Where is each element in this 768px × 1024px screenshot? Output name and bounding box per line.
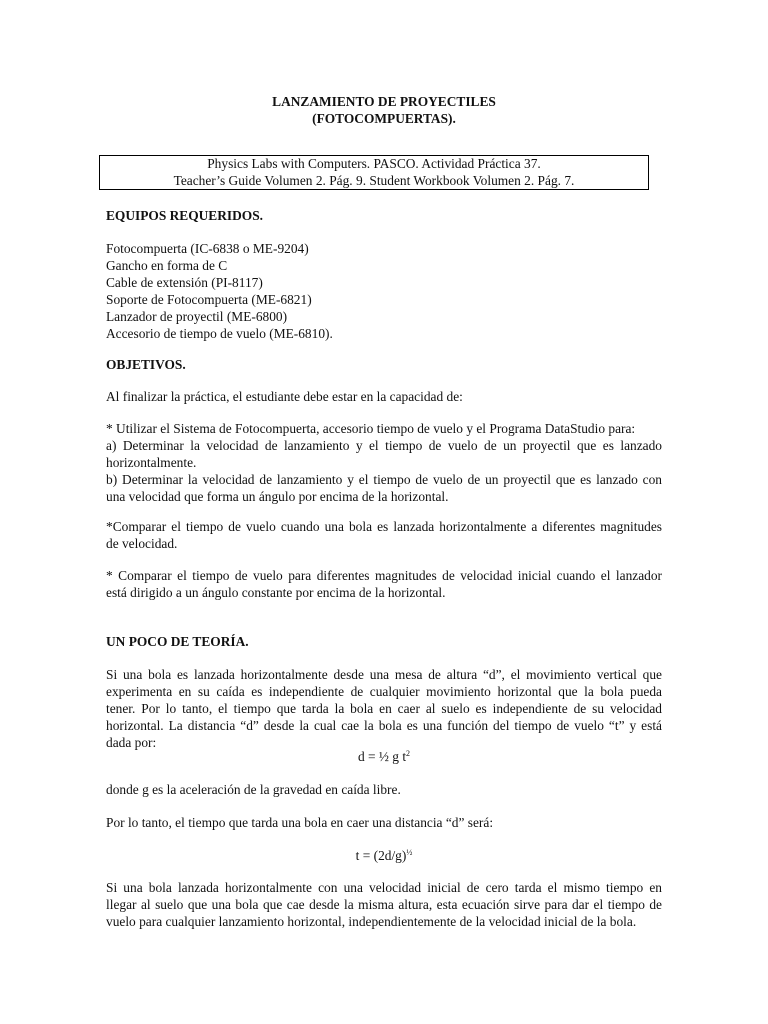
theory-heading: UN POCO DE TEORÍA.	[106, 634, 249, 649]
equation-time	[0, 847, 768, 864]
reference-box	[99, 155, 649, 190]
theory-p1-line5: dada por:	[106, 735, 157, 750]
objectives-p1: * Utilizar el Sistema de Fotocompuerta, accesorio tiempo de vuelo y el Programa DataStudio para:	[106, 421, 636, 436]
equipment-item: Fotocompuerta (IC-6838 o ME-9204)	[106, 241, 309, 256]
theory-p1	[106, 666, 662, 751]
objectives-p2-line2: de velocidad.	[106, 536, 178, 551]
equation-time-main: t = (2d/g)	[355, 848, 407, 863]
objectives-p3-line2: está dirigido a un ángulo constante por encima de la horizontal.	[106, 585, 446, 600]
document-title-line2: (FOTOCOMPUERTAS).	[312, 111, 456, 126]
equipment-item: Accesorio de tiempo de vuelo (ME-6810).	[106, 326, 333, 341]
objectives-p3	[106, 567, 662, 601]
theory-p4-line2: llegar al suelo que una bola que cae desde la misma altura, esta ecuación sirve para dar el tiempo de	[106, 897, 662, 912]
equation-distance-main: d = ½ g t	[357, 749, 407, 764]
objective-b-line2: una velocidad que forma un ángulo por encima de la horizontal.	[106, 489, 449, 504]
theory-p3: Por lo tanto, el tiempo que tarda una bola en caer una distancia “d” será:	[106, 815, 494, 830]
theory-p1-line3: tener. Por lo tanto, el tiempo que tarda la bola en caer al suelo es independiente de su velocidad	[106, 701, 662, 716]
equipment-item: Lanzador de proyectil (ME-6800)	[106, 309, 288, 324]
reference-line2: Teacher’s Guide Volumen 2. Pág. 9. Student Workbook Volumen 2. Pág. 7.	[173, 172, 575, 188]
theory-p4-line3: vuelo para cualquier lanzamiento horizontal, independientemente de la velocidad inicial de la bola.	[106, 914, 637, 929]
reference-line1: Physics Labs with Computers. PASCO. Actividad Práctica 37.	[207, 156, 541, 171]
objective-a-line1: a) Determinar la velocidad de lanzamiento y el tiempo de vuelo de un proyectil que es lanzado	[106, 438, 662, 453]
equipment-item: Cable de extensión (PI-8117)	[106, 275, 263, 290]
equation-time-exponent: ½	[406, 848, 413, 857]
objectives-block	[106, 420, 662, 505]
theory-p1-line2: experimenta en su caída es independiente de cualquier movimiento horizontal que la bola pueda	[106, 684, 662, 699]
equation-distance-exponent: 2	[406, 749, 411, 758]
theory-p2: donde g es la aceleración de la gravedad en caída libre.	[106, 782, 401, 797]
theory-p4-line1: Si una bola lanzada horizontalmente con una velocidad inicial de cero tarda el mismo tiempo en	[106, 880, 662, 895]
objective-a-line2: horizontalmente.	[106, 455, 197, 470]
equipment-list	[106, 240, 662, 342]
objectives-intro: Al finalizar la práctica, el estudiante debe estar en la capacidad de:	[106, 389, 463, 404]
objectives-p2	[106, 518, 662, 552]
objectives-p3-line1: * Comparar el tiempo de vuelo para diferentes magnitudes de velocidad inicial cuando el lanzador	[106, 568, 662, 583]
theory-p1-line4: horizontal. La distancia “d” desde la cual cae la bola es una función del tiempo de vuelo “t” y está	[106, 718, 662, 733]
equation-distance	[0, 748, 768, 765]
equipment-item: Soporte de Fotocompuerta (ME-6821)	[106, 292, 312, 307]
objectives-heading: OBJETIVOS.	[106, 357, 186, 372]
equipment-item: Gancho en forma de C	[106, 258, 228, 273]
objectives-p2-line1: *Comparar el tiempo de vuelo cuando una bola es lanzada horizontalmente a diferentes magnitudes	[106, 519, 662, 534]
objective-b-line1: b) Determinar la velocidad de lanzamiento y el tiempo de vuelo de un proyectil que es lanzado con	[106, 472, 662, 487]
theory-p4	[106, 879, 662, 930]
theory-p1-line1: Si una bola es lanzada horizontalmente desde una mesa de altura “d”, el movimiento vertical que	[106, 667, 662, 682]
equipment-heading: EQUIPOS REQUERIDOS.	[106, 208, 263, 223]
document-title-line1: LANZAMIENTO DE PROYECTILES	[272, 94, 496, 109]
